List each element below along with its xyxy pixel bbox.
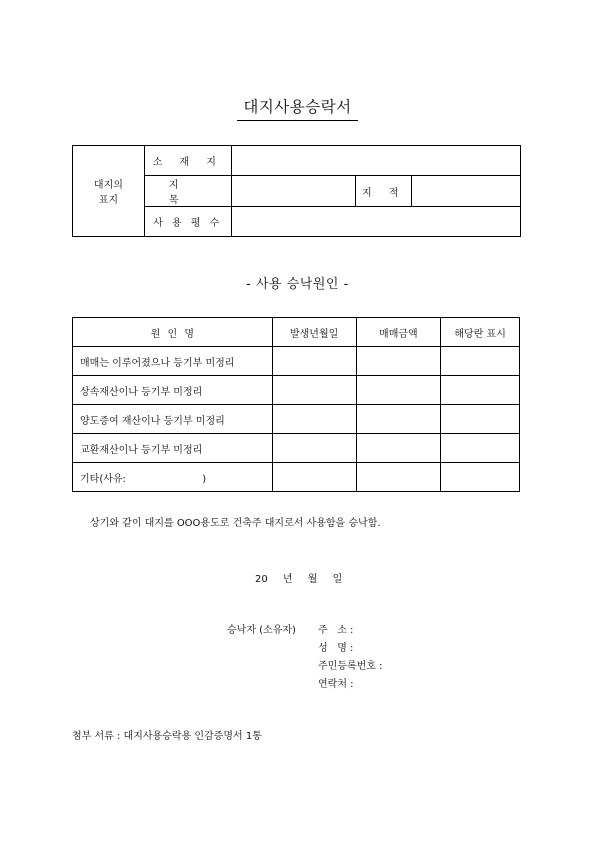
- category-label: 지 목: [168, 180, 207, 206]
- row-mark-cell[interactable]: [441, 347, 520, 376]
- row-date-cell[interactable]: [272, 347, 356, 376]
- row-mark-cell[interactable]: [441, 463, 520, 492]
- land-group-label-line2: 표지: [98, 195, 119, 206]
- row-cause: 교환재산이나 등기부 미정리: [73, 434, 273, 463]
- location-label-cell: [144, 146, 231, 176]
- row-mark-cell[interactable]: [441, 376, 520, 405]
- consent-statement: 상기와 같이 대지를 OOO용도로 건축주 대지로서 사용함을 승낙함.: [90, 518, 381, 529]
- row-amount-cell[interactable]: [356, 434, 441, 463]
- table-row: [73, 434, 520, 463]
- row-date-cell[interactable]: [272, 434, 356, 463]
- category-label-cell: [144, 176, 231, 207]
- row-mark-cell[interactable]: [441, 434, 520, 463]
- row-date-cell[interactable]: [272, 463, 356, 492]
- use-area-label: 사 용 평 수: [153, 218, 223, 229]
- location-label: 소 재 지: [152, 157, 223, 168]
- land-info-table: [72, 145, 521, 237]
- table-row: [73, 376, 520, 405]
- address-label: 주 소 :: [318, 625, 354, 636]
- row-amount-cell[interactable]: [356, 376, 441, 405]
- row-mark-cell[interactable]: [441, 405, 520, 434]
- reason-table-header: [73, 318, 520, 347]
- document-title-wrap: [0, 95, 595, 121]
- land-group-label-line1: 대지의: [93, 180, 123, 191]
- use-area-value-cell[interactable]: [231, 207, 520, 237]
- header-date: 발생년월일: [272, 318, 356, 347]
- id-number-label: 주민등록번호 :: [318, 661, 383, 672]
- header-mark: 해당란 표시: [441, 318, 520, 347]
- header-cause: 원 인 명: [73, 318, 273, 347]
- contact-label: 연락처 :: [318, 679, 354, 690]
- land-group-label: [73, 146, 145, 237]
- row-date-cell[interactable]: [272, 405, 356, 434]
- area-label: 지 적: [362, 187, 406, 199]
- location-value-cell[interactable]: [231, 146, 520, 176]
- date-line: 20 년 월 일: [255, 574, 343, 585]
- use-area-label-cell: [144, 207, 231, 237]
- header-amount: 매매금액: [356, 318, 441, 347]
- row-amount-cell[interactable]: [356, 405, 441, 434]
- category-value-cell[interactable]: [231, 176, 356, 207]
- name-label: 성 명 :: [318, 643, 354, 654]
- section-subtitle: - 사용 승낙원인 -: [246, 277, 349, 292]
- row-cause: 상속재산이나 등기부 미정리: [73, 376, 273, 405]
- table-row: [73, 347, 520, 376]
- table-row: [73, 463, 520, 492]
- row-cause: 양도증여 재산이나 등기부 미정리: [73, 405, 273, 434]
- signer-label: 승낙자 (소유자): [227, 625, 296, 636]
- document-title: 대지사용승락서: [237, 95, 357, 121]
- table-row: [73, 405, 520, 434]
- reason-table: [72, 317, 520, 492]
- row-amount-cell[interactable]: [356, 347, 441, 376]
- area-value-cell[interactable]: [412, 176, 521, 207]
- area-label-cell: [356, 176, 412, 207]
- attachment-note: 첨부 서류 : 대지사용승락용 인감증명서 1통: [72, 731, 262, 742]
- row-cause: 매매는 이루어졌으나 등기부 미정리: [73, 347, 273, 376]
- row-date-cell[interactable]: [272, 376, 356, 405]
- row-amount-cell[interactable]: [356, 463, 441, 492]
- row-cause: 기타(사유: ): [73, 463, 273, 492]
